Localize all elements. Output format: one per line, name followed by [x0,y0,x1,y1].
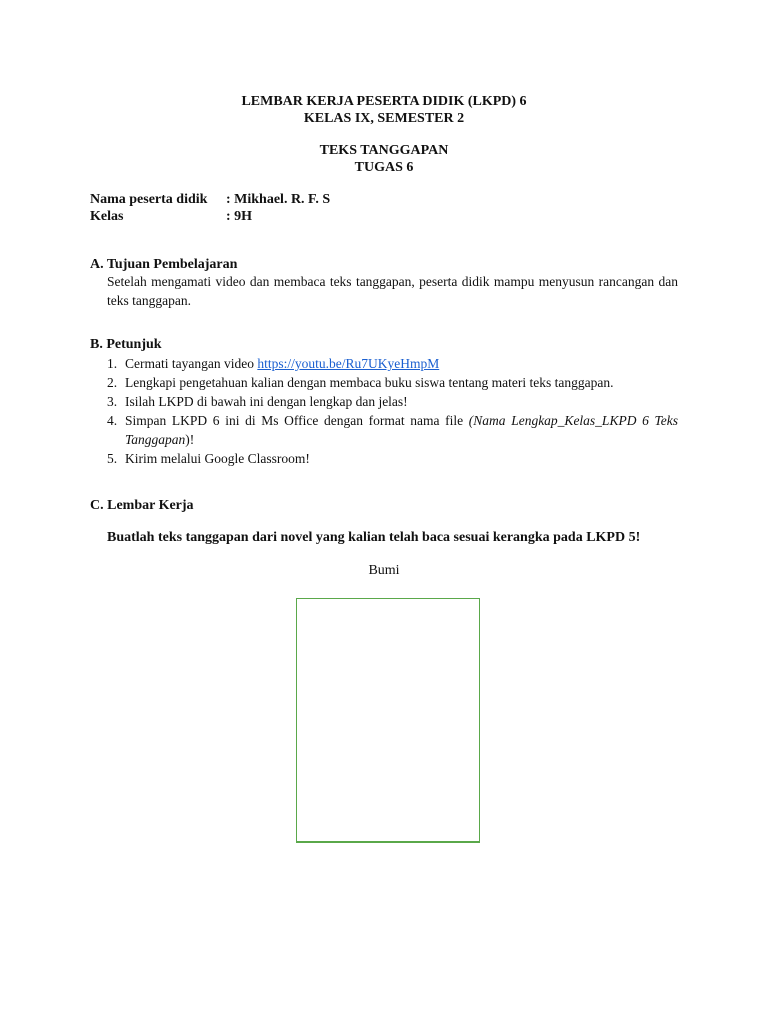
title-line-class: KELAS IX, SEMESTER 2 [303,111,465,126]
step-number: 5. [107,451,118,466]
list-item [107,373,678,392]
student-name-label: Nama peserta didik [90,192,208,207]
section-a-heading: A. Tujuan Pembelajaran [90,257,238,272]
step-text: Kirim melalui Google Classroom! [125,451,310,466]
step-text: Isilah LKPD di bawah ini dengan lengkap dan jelas! [125,394,408,409]
student-identity [90,191,330,225]
book-title: Bumi [368,563,400,578]
worksheet-instruction: Buatlah teks tanggapan dari novel yang kalian telah baca sesuai kerangka pada LKPD 5! [107,530,641,545]
student-class-row [90,208,330,225]
student-class-value: : 9H [226,209,253,224]
book-cover-image-frame [296,598,480,843]
title-line-lkpd: LEMBAR KERJA PESERTA DIDIK (LKPD) 6 [241,94,527,109]
list-item [107,354,678,373]
step-number: 2. [107,375,118,390]
section-c-heading: C. Lembar Kerja [90,498,194,513]
student-class-label: Kelas [90,209,124,224]
section-b-heading: B. Petunjuk [90,337,162,352]
student-name-row [90,191,330,208]
subtitle-line-task: TUGAS 6 [354,160,414,175]
student-name-value: : Mikhael. R. F. S [226,192,331,207]
step-text-main: Simpan LKPD 6 ini di Ms Office dengan format nama file [125,413,469,428]
file-name-format: (Nama Lengkap_Kelas_LKPD 6 Teks Tanggapan [125,413,678,447]
video-link[interactable]: https://youtu.be/Ru7UKyeHmpM [257,356,440,371]
step-number: 3. [107,394,118,409]
list-item [107,411,678,449]
document-title [0,93,768,127]
instruction-steps [107,354,678,468]
step-text-suffix: )! [185,432,195,447]
step-number: 4. [107,413,118,428]
step-number: 1. [107,356,118,371]
step-text: Lengkapi pengetahuan kalian dengan membaca buku siswa tentang materi teks tanggapan. [125,375,614,390]
section-a-body: Setelah mengamati video dan membaca teks tanggapan, peserta didik mampu menyusun rancangan dan teks tanggapan. [107,274,678,308]
document-subtitle [0,142,768,176]
step-text [125,411,678,449]
list-item [107,392,678,411]
step-text [125,354,678,373]
step-text-main: Cermati tayangan video [125,356,258,371]
list-item [107,449,678,468]
subtitle-line-topic: TEKS TANGGAPAN [319,143,449,158]
